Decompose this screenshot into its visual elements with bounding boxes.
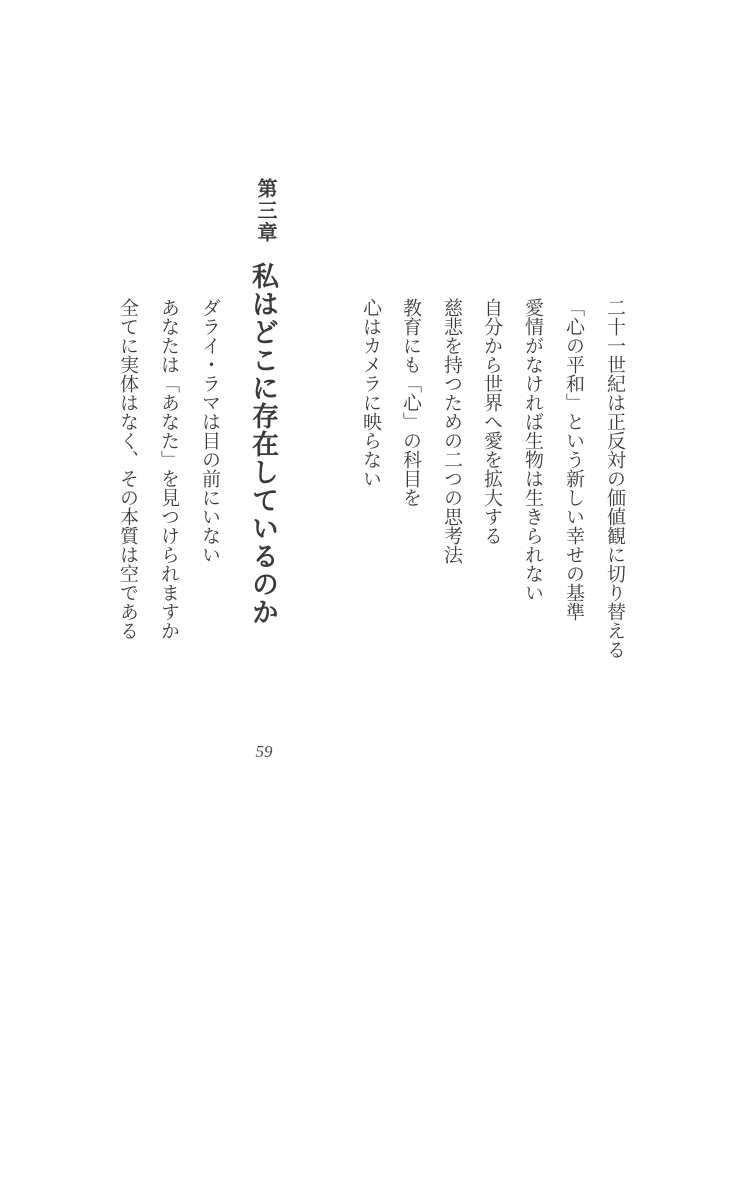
chapter-item-1: ダライ・ラマは目の前にいない bbox=[199, 298, 221, 564]
toc-item-2: 「心の平和」という新しい幸せの基準 bbox=[563, 298, 585, 621]
toc-item-3: 愛情がなければ生物は生きられない bbox=[522, 298, 544, 602]
chapter-label: 第三章 bbox=[254, 178, 278, 244]
chapter-item-3: 全てに実体はなく、その本質は空である bbox=[117, 298, 139, 640]
toc-item-7: 心はカメラに映らない bbox=[360, 298, 382, 488]
toc-item-4: 自分から世界へ愛を拡大する bbox=[481, 298, 503, 545]
chapter-item-2: あなたは「あなた」を見つけられますか bbox=[158, 298, 180, 640]
toc-item-6: 教育にも「心」の科目を bbox=[400, 298, 422, 507]
toc-item-5: 慈悲を持つための二つの思考法 bbox=[441, 298, 463, 564]
chapter-title: 私はどこに存在しているのか bbox=[247, 262, 278, 626]
toc-item-1: 二十一世紀は正反対の価値観に切り替える bbox=[604, 298, 626, 659]
page-number: 59 bbox=[255, 742, 273, 761]
